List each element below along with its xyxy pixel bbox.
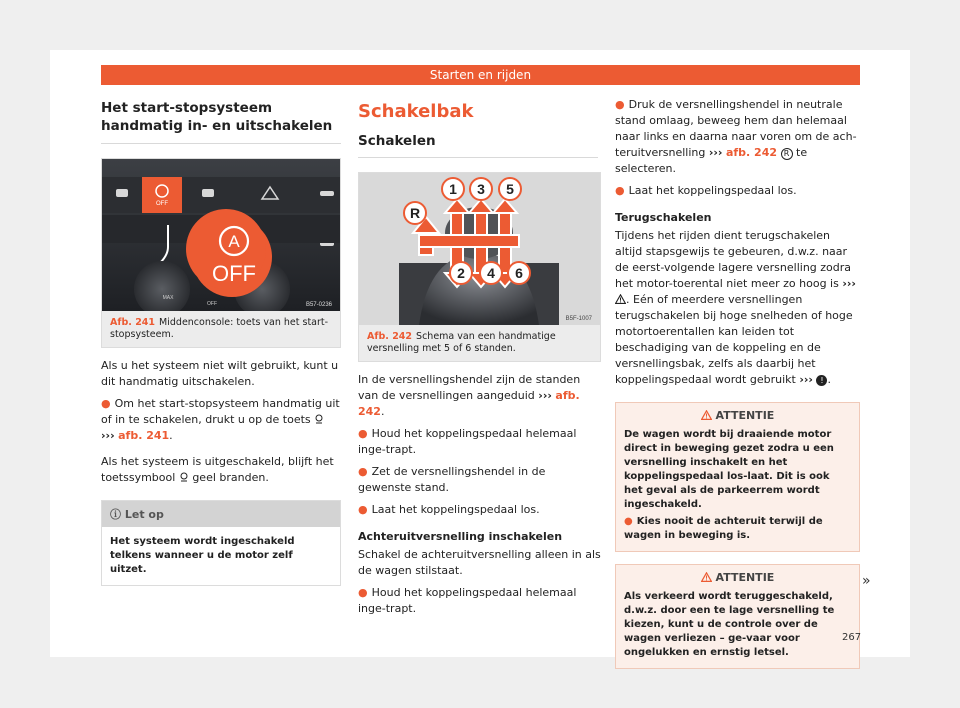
note-header: ⓘ Let op <box>102 501 340 527</box>
bullet-item: ● Laat het koppelingspedaal los. <box>615 184 797 197</box>
column-3 <box>615 97 860 669</box>
figure-label: Afb. 242 <box>367 331 413 342</box>
note-box <box>101 500 341 586</box>
bullet-item: ● Om het start-stopsysteem handmatig uit of in te schakelen, drukt u op de toets ››› afb. 241. <box>101 397 340 442</box>
cross-ref-arrows: ››› <box>708 146 723 159</box>
bullet-dot-icon: ● <box>624 516 633 527</box>
gear-r-marker: R <box>781 148 793 160</box>
bullet-item: ● Druk de versnellingshendel in neutrale stand omlaag, beweeg hem dan helemaal naar links en daarna naar voren om de ach-teruitversnelling ››› afb. 242 R te selecteren. <box>615 98 857 175</box>
warning-box <box>615 564 860 669</box>
bullet-dot-icon: ● <box>358 427 368 440</box>
cross-ref-arrows: ››› <box>799 373 813 386</box>
figure-link[interactable]: afb. 242 <box>725 146 778 159</box>
figure-caption-text: Middenconsole: toets van het start-stopsysteem. <box>110 317 329 340</box>
gear-label-r: R <box>409 205 421 221</box>
paragraph: Als het systeem is uitgeschakeld, blijft het toetssymbool geel branden. <box>101 455 334 484</box>
figure-241-image <box>102 159 340 311</box>
running-header: Starten en rijden <box>101 65 860 85</box>
subsection-title: Schakelen <box>358 133 598 158</box>
paragraph: In de versnellingshendel zijn de standen van de versnellingen aangeduid ››› afb. 242. <box>358 373 581 418</box>
off-icon-a: A <box>228 232 240 251</box>
center-console-illustration <box>102 159 340 311</box>
figure-241-caption <box>102 311 340 347</box>
figure-caption-text: Schema van een handmatige versnelling met 5 of 6 standen. <box>367 331 556 354</box>
info-icon: ⓘ <box>110 508 121 521</box>
bullet-item: ● Zet de versnellingshendel in de gewenste stand. <box>358 465 546 494</box>
bullet-dot-icon: ● <box>358 465 368 478</box>
chapter-title: Schakelbak <box>358 101 474 122</box>
off-icon-label: OFF <box>212 261 256 286</box>
start-stop-icon <box>314 414 324 424</box>
paragraph: Tijdens het rijden dient terugschakelen altijd stapsgewijs te gebeuren, d.w.z. naar de eerst-volgende lagere versnelling zodra het motor-toerental niet meer zo hoog is ››› . Eén of meerdere versnellingen terugschakelen bij hoge snelheden of hoge motortoerentallen kan leiden tot beschadiging van de koppeling en de versnellingsbak, zelfs als daarbij het koppelingspedaal wordt gebruikt ››› ! . <box>615 229 856 386</box>
console-off-label: OFF <box>207 301 217 307</box>
gear-label-1: 1 <box>449 181 457 197</box>
figure-242-caption <box>359 325 600 361</box>
warning-triangle-icon <box>701 410 712 420</box>
gear-shift-illustration <box>359 173 600 325</box>
bullet-dot-icon: ● <box>615 184 625 197</box>
section-title: Het start-stopsysteem handmatig in- en uitschakelen <box>101 99 341 144</box>
bullet-item: ● Laat het koppelingspedaal los. <box>358 503 540 516</box>
bullet-dot-icon: ● <box>615 98 625 111</box>
continue-marker: » <box>862 573 871 589</box>
cross-ref-arrows: ››› <box>842 277 856 290</box>
warning-body: De wagen wordt bij draaiende motor direct in beweging gezet zodra u een versnelling inschakelt en het koppelingspedaal los-laat. Dit is ook het geval als de parkeerrem wordt ingeschakeld. ● Kies nooit de achteruit terwijl de wagen in beweging is. <box>624 429 834 541</box>
figure-link[interactable]: afb. 241 <box>118 429 170 442</box>
figure-code: B5F-1007 <box>565 316 592 322</box>
bullet-item: ● Houd het koppelingspedaal helemaal inge-trapt. <box>358 586 577 615</box>
page-number: 267 <box>842 632 862 643</box>
cross-ref-arrows: ››› <box>538 389 552 402</box>
subheading: Achteruitversnelling inschakelen <box>358 530 563 543</box>
column-2 <box>358 95 601 617</box>
gear-label-3: 3 <box>477 181 485 197</box>
bullet-dot-icon: ● <box>101 397 111 410</box>
gear-label-2: 2 <box>457 265 465 281</box>
paragraph: Als u het systeem niet wilt gebruikt, kunt u dit handmatig uitschakelen. <box>101 359 339 388</box>
warning-box <box>615 402 860 552</box>
warning-header: ATTENTIE <box>616 403 859 422</box>
figure-242 <box>358 172 601 362</box>
cross-ref-arrows: ››› <box>101 429 115 442</box>
console-max-label: MAX <box>162 295 174 301</box>
warning-body: Als verkeerd wordt teruggeschakeld, d.w.z. door een te lage versnelling te kiezen, kunt u de controle over de wagen verliezen – ge-vaar voor ongelukken en ernstig letsel. <box>624 591 835 658</box>
figure-code: B57-0236 <box>305 302 332 308</box>
note-body: Het systeem wordt ingeschakeld telkens wanneer u de motor zelf uitzet. <box>110 536 295 575</box>
info-marker-icon: ! <box>816 375 827 386</box>
gear-label-5: 5 <box>506 181 514 197</box>
warning-triangle-icon <box>701 572 712 582</box>
figure-label: Afb. 241 <box>110 317 156 328</box>
warning-triangle-icon <box>615 294 626 304</box>
gear-label-4: 4 <box>487 265 495 281</box>
figure-241 <box>101 158 341 348</box>
paragraph: Schakel de achteruitversnelling alleen in als de wagen stilstaat. <box>358 548 601 577</box>
warning-header: ATTENTIE <box>616 565 859 584</box>
subheading: Terugschakelen <box>615 211 712 224</box>
bullet-dot-icon: ● <box>358 503 368 516</box>
start-stop-icon <box>179 472 189 482</box>
column-1 <box>101 95 341 586</box>
bullet-dot-icon: ● <box>358 586 368 599</box>
gear-label-6: 6 <box>515 265 523 281</box>
figure-242-image <box>359 173 600 325</box>
figure-link[interactable]: afb. 242 <box>358 389 580 418</box>
bullet-item: ● Houd het koppelingspedaal helemaal inge-trapt. <box>358 427 577 456</box>
button-off-label: OFF <box>156 201 168 207</box>
